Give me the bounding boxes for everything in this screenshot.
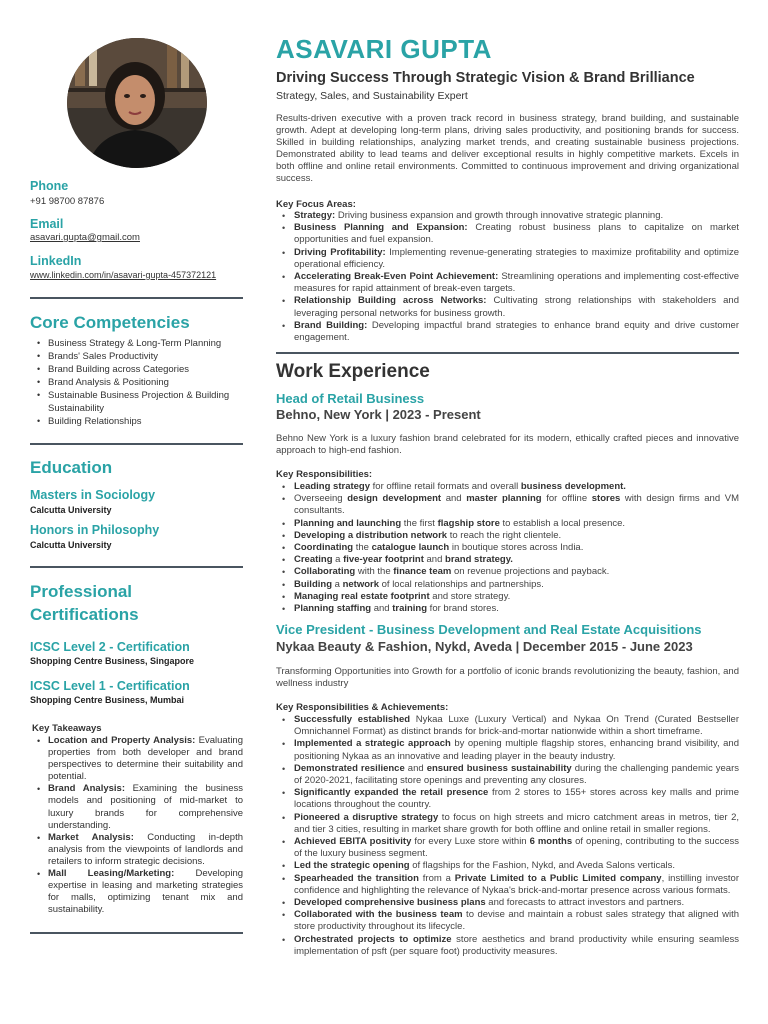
work-experience-title: Work Experience <box>276 361 430 382</box>
cert-name: ICSC Level 1 - Certification <box>30 679 190 693</box>
list-item: • Developing a distribution network to reach the right clientele. <box>276 530 739 542</box>
divider <box>30 932 243 934</box>
list-item: • Driving Profitability: Implementing revenue-generating strategies to maximize profitability and optimize operational efficiency. <box>276 247 739 271</box>
phone-label: Phone <box>30 179 69 193</box>
edu-school: Calcutta University <box>30 505 112 515</box>
edu-school: Calcutta University <box>30 540 112 550</box>
list-item: • Collaborated with the business team to devise and maintain a robust sales strategy that aligned with store productivity throughout its lifecycle. <box>276 909 739 933</box>
candidate-name: ASAVARI GUPTA <box>276 34 492 64</box>
list-item: • Brand Building: Developing impactful brand strategies to enhance brand equity and drive customer engagement. <box>276 320 739 344</box>
list-item: • Brand Analysis: Examining the business models and positioning of mid-market to luxury brands for comprehensive understanding. <box>30 783 243 831</box>
list-item: • Managing real estate footprint and store strategy. <box>276 591 739 603</box>
cert-org: Shopping Centre Business, Singapore <box>30 656 195 666</box>
job1-role: Head of Retail Business <box>276 391 425 406</box>
list-item: • Spearheaded the transition from a Private Limited to a Public Limited company, instilling investor confidence and highlighting the relevance of Nykaa's brick-and-mortar presence across various formats. <box>276 873 739 897</box>
list-item: • Overseeing design development and master planning for offline stores with design firms and VM consultants. <box>276 493 739 517</box>
list-item: • Implemented a strategic approach by opening multiple flagship stores, enhancing brand visibility, and positioning Nykaa as an innovative and leading player in the beauty industry. <box>276 738 739 762</box>
focus-title: Key Focus Areas: <box>276 199 356 210</box>
list-item: • Collaborating with the finance team on revenue projections and payback. <box>276 566 739 578</box>
job1-list <box>276 481 739 615</box>
list-item: • Business Strategy & Long-Term Planning <box>30 337 243 350</box>
list-item: • Brand Analysis & Positioning <box>30 376 243 389</box>
job2-resp-title: Key Responsibilities & Achievements: <box>276 702 449 713</box>
takeaways-title: Key Takeaways <box>32 723 102 734</box>
list-item: • Sustainable Business Projection & Building Sustainability <box>30 389 243 415</box>
cert-name: ICSC Level 2 - Certification <box>30 640 190 654</box>
job2-list <box>276 714 739 958</box>
job2-company: Nykaa Beauty & Fashion, Nykd, Aveda | December 2015 - June 2023 <box>276 639 693 654</box>
job1-desc: Behno New York is a luxury fashion brand celebrated for its modern, ethically crafted pieces and innovative approach to high-end fashion. <box>276 433 739 457</box>
list-item: • Accelerating Break-Even Point Achievement: Streamlining operations and implementing cost-effective measures for rapid attainment of break-even targets. <box>276 271 739 295</box>
list-item: • Coordinating the catalogue launch in boutique stores across India. <box>276 542 739 554</box>
divider <box>30 443 243 445</box>
certifications-title-line2: Certifications <box>30 605 139 624</box>
list-item: • Building Relationships <box>30 415 243 428</box>
list-item: • Achieved EBITA positivity for every Luxe store within 6 months of opening, contributing to the success of the luxury business segment. <box>276 836 739 860</box>
divider <box>30 566 243 568</box>
certifications-title-line1: Professional <box>30 582 133 601</box>
list-item: • Business Planning and Expansion: Creating robust business plans to capitalize on market opportunities and fuel expansion. <box>276 222 739 246</box>
list-item: • Building a network of local relationships and partnerships. <box>276 579 739 591</box>
list-item: • Pioneered a disruptive strategy to focus on high streets and micro catchment areas in metros, tier 2, and tier 3 cities, resulting in market share growth for both offline and online retail in smaller regions. <box>276 812 739 836</box>
list-item: • Demonstrated resilience and ensured business sustainability during the challenging pandemic years of 2020-2021, facilitating store openings and preventing any closures. <box>276 763 739 787</box>
list-item: • Successfully established Nykaa Luxe (Luxury Vertical) and Nykaa On Trend (Curated Bestseller Omnichannel Format) as distinct brands for brick-and-mortar nationwide within a short timeframe. <box>276 714 739 738</box>
education-title: Education <box>30 458 113 477</box>
list-item: • Planning staffing and training for brand stores. <box>276 603 739 615</box>
list-item: • Orchestrated projects to optimize store aesthetics and brand productivity while ensuring seamless implementation of psft (per square foot) productivity measures. <box>276 934 739 958</box>
job1-company: Behno, New York | 2023 - Present <box>276 407 481 422</box>
competencies-title: Core Competencies <box>30 313 190 332</box>
list-item: • Relationship Building across Networks: Cultivating strong relationships with stakeholders and leveraging personal networks for business growth. <box>276 295 739 319</box>
list-item: • Significantly expanded the retail presence from 2 stores to 155+ stores across key malls and prime locations throughout the country. <box>276 787 739 811</box>
email-link[interactable]: asavari.gupta@gmail.com <box>30 232 140 243</box>
edu-degree: Honors in Philosophy <box>30 523 160 537</box>
list-item: • Mall Leasing/Marketing: Developing expertise in leasing and marketing strategies for malls, optimizing tenant mix and sustainability. <box>30 868 243 916</box>
list-item: • Creating a five-year footprint and brand strategy. <box>276 554 739 566</box>
job2-role: Vice President - Business Development and Real Estate Acquisitions <box>276 622 702 637</box>
list-item: • Strategy: Driving business expansion and growth through innovative strategic planning. <box>276 210 739 222</box>
linkedin-link[interactable]: www.linkedin.com/in/asavari-gupta-457372121 <box>30 270 217 280</box>
divider <box>276 352 739 354</box>
phone-value: +91 98700 87876 <box>30 196 105 207</box>
edu-degree: Masters in Sociology <box>30 488 156 502</box>
list-item: • Led the strategic opening of flagships for the Fashion, Nykd, and Aveda Salons verticals. <box>276 860 739 872</box>
list-item: • Location and Property Analysis: Evaluating properties from both developer and brand perspectives to determine their suitability and potential. <box>30 735 243 783</box>
list-item: • Brand Building across Categories <box>30 363 243 376</box>
job2-desc: Transforming Opportunities into Growth for a portfolio of iconic brands revolutionizing the beauty, fashion, and wellness industry <box>276 666 739 690</box>
cert-org: Shopping Centre Business, Mumbai <box>30 695 185 705</box>
takeaways-list <box>30 735 243 916</box>
list-item: • Planning and launching the first flagship store to establish a local presence. <box>276 518 739 530</box>
headline: Driving Success Through Strategic Vision & Brand Brilliance <box>276 70 695 86</box>
subline: Strategy, Sales, and Sustainability Expert <box>276 90 468 102</box>
list-item: • Brands' Sales Productivity <box>30 350 243 363</box>
competencies-list <box>30 337 243 428</box>
summary: Results-driven executive with a proven track record in business strategy, brand building, and sustainable growth. Adept at developing long-term plans, driving sales productivity, and positioning brands for success. Skilled in building relationships, analyzing market trends, and creating sustainable business projections. Demonstrated ability to lead teams and deliver exceptional results in highly competitive markets. Excels in both offline and online retail environments. Committed to continuous improvement and driving organizational success. <box>276 113 739 185</box>
focus-list <box>276 210 739 344</box>
list-item: • Developed comprehensive business plans and forecasts to attract investors and partners. <box>276 897 739 909</box>
list-item: • Leading strategy for offline retail formats and overall business development. <box>276 481 739 493</box>
list-item: • Market Analysis: Conducting in-depth analysis from the viewpoints of landlords and retailers to inform strategic decisions. <box>30 832 243 868</box>
email-label: Email <box>30 217 64 231</box>
profile-photo <box>67 38 207 168</box>
job1-resp-title: Key Responsibilities: <box>276 469 373 480</box>
linkedin-label: LinkedIn <box>30 254 82 268</box>
divider <box>30 297 243 299</box>
